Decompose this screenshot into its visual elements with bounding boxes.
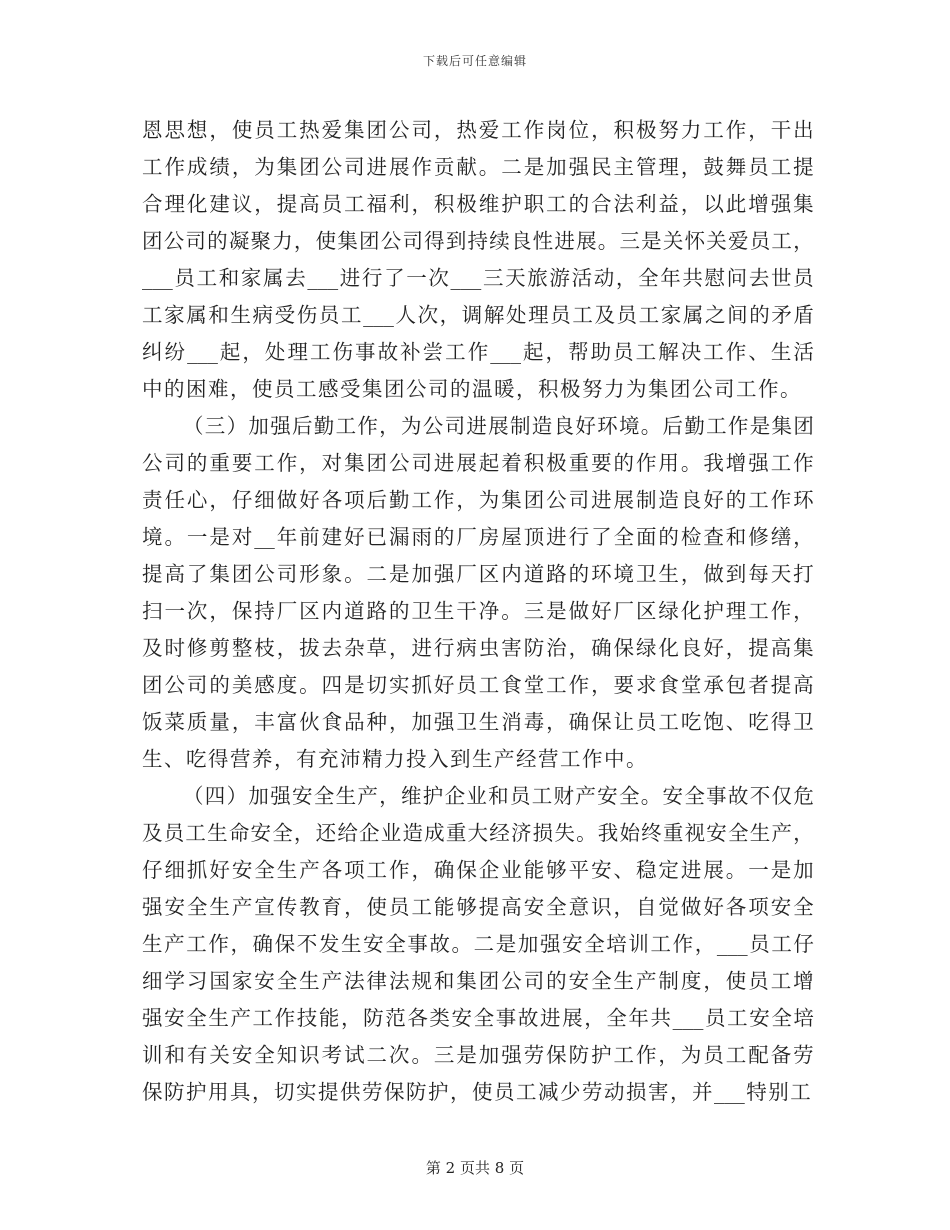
text-line: ___ 员 工 和 家 属 去 ___ 进 行 了 一 次 ___ 三 天 旅 游 活 动 ， 全 年 共 慰 问 去 世 员 [142, 266, 814, 290]
text-line: 责 任 心 ， 仔 细 做 好 各 项 后 勤 工 作 ， 为 集 团 公 司 进 展 制 造 良 好 的 工 作 环 [142, 488, 814, 512]
text-line: 生 产 工 作 ， 确 保 不 发 生 安 全 事 故 。 二 是 加 强 安 全 培 训 工 作 ， ___ 员 工 仔 [142, 932, 814, 956]
text-line: 及 员 工 生 命 安 全 ， 还 给 企 业 造 成 重 大 经 济 损 失 。 我 始 终 重 视 安 全 生 产 ， [142, 821, 814, 845]
text-line: 团 公 司 的 美 感 度 。 四 是 切 实 抓 好 员 工 食 堂 工 作 ， 要 求 食 堂 承 包 者 提 高 [142, 673, 814, 697]
text-line: 中 的 困 难 ， 使 员 工 感 受 集 团 公 司 的 温 暖 ， 积 极 努 力 为 集 团 公 司 工 作 。 [142, 377, 801, 401]
text-line: 饭 菜 质 量 ， 丰 富 伙 食 品 种 ， 加 强 卫 生 消 毒 ， 确 保 让 员 工 吃 饱 、 吃 得 卫 [142, 710, 814, 734]
text-line: 强 安 全 生 产 宣 传 教 育 ， 使 员 工 能 够 提 高 安 全 意 识 ， 自 觉 做 好 各 项 安 全 [142, 895, 814, 919]
text-line: （ 四 ） 加 强 安 全 生 产 ， 维 护 企 业 和 员 工 财 产 安 全 。 安 全 事 故 不 仅 危 [183, 784, 814, 808]
text-line: 纠 纷 ___ 起 ， 处 理 工 伤 事 故 补 尝 工 作 ___ 起 ， 帮 助 员 工 解 决 工 作 、 生 活 [142, 340, 814, 364]
text-line: 扫 一 次 ， 保 持 厂 区 内 道 路 的 卫 生 干 净 。 三 是 做 好 厂 区 绿 化 护 理 工 作 ， [142, 599, 814, 623]
text-line: 及 时 修 剪 整 枝 ， 拔 去 杂 草 ， 进 行 病 虫 害 防 治 ， 确 保 绿 化 良 好 ， 提 高 集 [142, 636, 814, 660]
text-line: 恩 思 想 ， 使 员 工 热 爱 集 团 公 司 ， 热 爱 工 作 岗 位 ， 积 极 努 力 工 作 ， 干 出 [142, 118, 814, 142]
text-line: 公 司 的 重 要 工 作 ， 对 集 团 公 司 进 展 起 着 积 极 重 要 的 作 用 。 我 增 强 工 作 [142, 451, 814, 475]
text-line: 保 防 护 用 具 ， 切 实 提 供 劳 保 防 护 ， 使 员 工 减 少 劳 动 损 害 ， 并 ___ 特 别 工 [142, 1080, 811, 1104]
text-line: 团 公 司 的 凝 聚 力 ， 使 集 团 公 司 得 到 持 续 良 性 进 展 。 三 是 关 怀 关 爱 员 工 ， [142, 229, 814, 253]
text-line: 生 、 吃 得 营 养 ， 有 充 沛 精 力 投 入 到 生 产 经 营 工 作 中 。 [142, 747, 647, 771]
paragraph [142, 408, 814, 778]
text-line: 强 安 全 生 产 工 作 技 能 ， 防 范 各 类 安 全 事 故 进 展 ， 全 年 共 ___ 员 工 安 全 培 [142, 1006, 814, 1030]
paragraph [142, 778, 814, 1111]
text-line: 提 高 了 集 团 公 司 形 象 。 二 是 加 强 厂 区 内 道 路 的 环 境 卫 生 ， 做 到 每 天 打 [142, 562, 814, 586]
text-line: 合 理 化 建 议 ， 提 高 员 工 福 利 ， 积 极 维 护 职 工 的 合 法 利 益 ， 以 此 增 强 集 [142, 192, 814, 216]
page-number: 第 2 页共 8 页 [425, 1159, 525, 1177]
document-body [142, 112, 814, 1111]
text-line: （ 三 ） 加 强 后 勤 工 作 ， 为 公 司 进 展 制 造 良 好 环 境 。 后 勤 工 作 是 集 团 [183, 414, 814, 438]
text-line: 训 和 有 关 安 全 知 识 考 试 二 次 。 三 是 加 强 劳 保 防 护 工 作 ， 为 员 工 配 备 劳 [142, 1043, 814, 1067]
text-line: 细 学 习 国 家 安 全 生 产 法 律 法 规 和 集 团 公 司 的 安 全 生 产 制 度 ， 使 员 工 增 [142, 969, 814, 993]
page-header: 下载后可任意编辑 [422, 54, 527, 68]
text-line: 工 作 成 绩 ， 为 集 团 公 司 进 展 作 贡 献 。 二 是 加 强 民 主 管 理 ， 鼓 舞 员 工 提 [142, 155, 814, 179]
text-line: 工 家 属 和 生 病 受 伤 员 工 ___ 人 次 ， 调 解 处 理 员 工 及 员 工 家 属 之 间 的 矛 盾 [142, 303, 814, 327]
text-line: 境 。 一 是 对 __ 年 前 建 好 已 漏 雨 的 厂 房 屋 顶 进 行 了 全 面 的 检 查 和 修 缮 ， [142, 525, 814, 549]
text-line: 仔 细 抓 好 安 全 生 产 各 项 工 作 ， 确 保 企 业 能 够 平 安 、 稳 定 进 展 。 一 是 加 [142, 858, 814, 882]
paragraph [142, 112, 814, 408]
